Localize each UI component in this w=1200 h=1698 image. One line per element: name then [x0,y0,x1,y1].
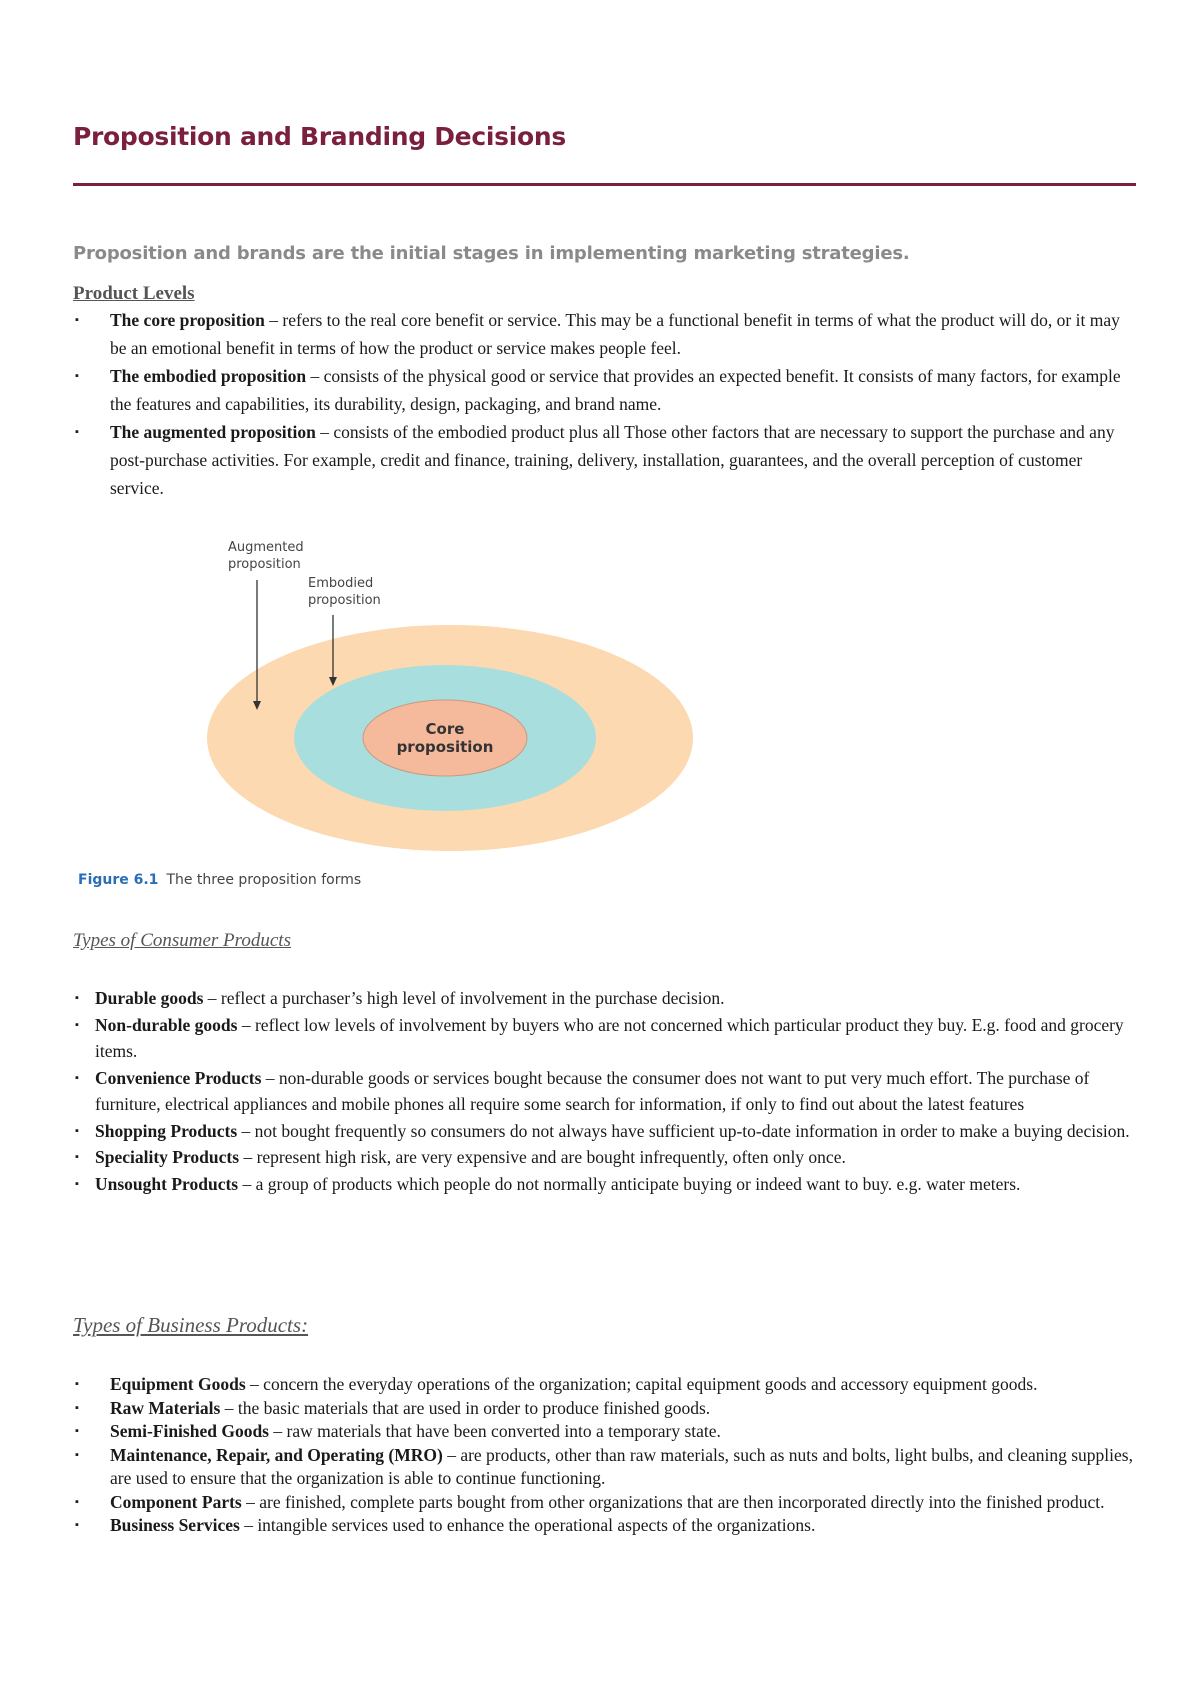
list-item: ▪ The embodied proposition – consists of the physical good or service that provides an expected benefit. It consists of many factors, for example the features and capabilities, its durability, design, packaging, and brand name. [73,362,1133,418]
consumer-products-heading: Types of Consumer Products [73,930,291,951]
list-item: ▪ Raw Materials – the basic materials that are used in order to produce finished goods. [73,1397,1138,1421]
proposition-diagram-svg [200,535,700,855]
list-item: ▪ Speciality Products – represent high risk, are very expensive and are bought infrequently, often only once. [73,1144,1133,1171]
square-bullet-icon: ▪ [75,1401,79,1414]
list-item: ▪ The augmented proposition – consists of the embodied product plus all Those other factors that are necessary to support the purchase and any post-purchase activities. For example, credit and finance, training, delivery, installation, guarantees, and the overall perception of customer service. [73,418,1133,502]
page-title: Proposition and Branding Decisions [73,122,566,151]
list-item: ▪ Unsought Products – a group of products which people do not normally anticipate buying or indeed want to buy. e.g. water meters. [73,1171,1133,1198]
square-bullet-icon: ▪ [75,1519,79,1531]
square-bullet-icon: ▪ [75,1448,79,1461]
list-item: ▪ Convenience Products – non-durable goods or services bought because the consumer does not want to put very much effort. The purchase of furniture, electrical appliances and mobile phones all require some search for information, if only to find out about the latest features [73,1065,1133,1118]
proposition-diagram [200,535,700,855]
square-bullet-icon: ▪ [75,1378,79,1390]
list-item: ▪ Durable goods – reflect a purchaser’s high level of involvement in the purchase decision. [73,985,1133,1012]
title-divider [73,183,1136,186]
square-bullet-icon: ▪ [75,1151,79,1163]
square-bullet-icon: ▪ [75,992,79,1004]
figure-caption [78,872,361,888]
square-bullet-icon: ▪ [75,1495,79,1508]
core-label-line1: Core [425,720,465,738]
business-products-heading: Types of Business Products: [73,1313,309,1337]
product-levels-heading: Product Levels [73,283,195,304]
square-bullet-icon: ▪ [75,1177,79,1190]
embodied-label-line2: proposition [308,593,381,608]
list-item: ▪ Non-durable goods – reflect low levels of involvement by buyers who are not concerned which particular product they buy. E.g. food and grocery items. [73,1012,1133,1065]
list-item: ▪ Business Services – intangible services used to enhance the operational aspects of the organizations. [73,1514,1138,1538]
figure-caption-text: The three proposition forms [166,872,362,888]
square-bullet-icon: ▪ [75,1018,79,1031]
consumer-products-list [73,985,1133,1197]
core-label-line2: proposition [396,738,494,756]
square-bullet-icon: ▪ [75,1425,79,1437]
list-item: ▪ Shopping Products – not bought frequently so consumers do not always have sufficient up-to-date information in order to make a buying decision. [73,1118,1133,1145]
product-levels-list [73,306,1133,502]
business-products-list [73,1373,1138,1538]
augmented-label-line2: proposition [228,557,301,572]
embodied-label-line1: Embodied [308,576,374,591]
list-item: ▪ Semi-Finished Goods – raw materials that have been converted into a temporary state. [73,1420,1138,1444]
square-bullet-icon: ▪ [75,1071,79,1084]
square-bullet-icon: ▪ [75,1124,79,1137]
augmented-label-line1: Augmented [228,540,304,555]
lead-sentence: Proposition and brands are the initial stages in implementing marketing strategies. [73,243,910,264]
square-bullet-icon: ▪ [75,426,79,438]
square-bullet-icon: ▪ [75,370,79,382]
list-item: ▪ Maintenance, Repair, and Operating (MRO) – are products, other than raw materials, such as nuts and bolts, light bulbs, and cleaning supplies, are used to ensure that the organization is able to continue functioning. [75,1444,1133,1488]
figure-number: Figure 6.1 [78,872,159,888]
list-item: ▪ The core proposition – refers to the real core benefit or service. This may be a functional benefit in terms of what the product will do, or it may be an emotional benefit in terms of how the product or service makes people feel. [73,306,1133,362]
list-item: ▪ Equipment Goods – concern the everyday operations of the organization; capital equipment goods and accessory equipment goods. [73,1373,1138,1397]
list-item: ▪ Component Parts – are finished, complete parts bought from other organizations that are then incorporated directly into the finished product. [73,1491,1138,1515]
square-bullet-icon: ▪ [75,314,79,326]
